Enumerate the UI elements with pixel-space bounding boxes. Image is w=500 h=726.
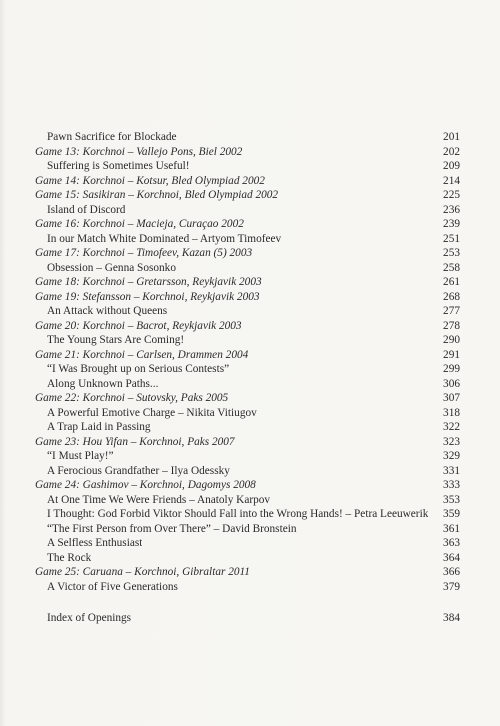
toc-entry-game [35, 435, 460, 450]
toc-entry-title: “I Must Play!” [47, 450, 114, 463]
toc-entry-page: 379 [443, 580, 460, 593]
toc-entry-page: 318 [443, 406, 460, 419]
toc-entry-page: 258 [443, 261, 460, 274]
toc-entry-page: 307 [443, 392, 460, 405]
toc-entry-page: 299 [443, 363, 460, 376]
toc-entry-page: 278 [443, 319, 460, 332]
toc-entry-article [35, 130, 460, 145]
toc-entry-title: Game 13: Korchnoi – Vallejo Pons, Biel 2002 [35, 145, 243, 158]
toc-entry-article [35, 377, 460, 392]
toc-entry-page: 268 [443, 290, 460, 303]
toc-entry-title: Game 18: Korchnoi – Gretarsson, Reykjavik 2003 [35, 276, 262, 289]
toc-entry-title: A Trap Laid in Passing [47, 421, 151, 434]
toc-entry-title: Game 17: Korchnoi – Timofeev, Kazan (5) 2003 [35, 247, 253, 260]
toc-entry-article [35, 449, 460, 464]
table-of-contents [35, 130, 460, 625]
toc-entry-title: A Selfless Enthusiast [47, 537, 143, 550]
toc-entry-title: Pawn Sacrifice for Blockade [47, 131, 177, 143]
toc-entry-game [35, 478, 460, 493]
toc-entry-page: 201 [443, 131, 460, 143]
toc-entry-game [35, 290, 460, 305]
toc-entry-title: Game 25: Caruana – Korchnoi, Gibraltar 2011 [35, 566, 250, 579]
toc-entry-game [35, 348, 460, 363]
toc-entry-game [35, 275, 460, 290]
toc-entry-page: 290 [443, 334, 460, 347]
toc-entry-title: Index of Openings [47, 611, 132, 624]
toc-entry-page: 306 [443, 377, 460, 390]
toc-entry-page: 225 [443, 189, 460, 202]
toc-entry-game [35, 145, 460, 160]
toc-entry-page: 353 [443, 493, 460, 506]
toc-entry-article [35, 406, 460, 421]
toc-entry-title: Game 20: Korchnoi – Bacrot, Reykjavik 2003 [35, 319, 242, 332]
toc-entry-page: 329 [443, 450, 460, 463]
toc-entry-title: Along Unknown Paths... [47, 377, 159, 390]
toc-entry-title: “I Was Brought up on Serious Contests” [47, 363, 230, 376]
toc-entry-title: A Victor of Five Generations [47, 580, 178, 593]
toc-entry-title: Island of Discord [47, 203, 126, 216]
toc-entry-page: 366 [443, 566, 460, 579]
toc-entry-page: 384 [443, 611, 460, 624]
toc-entry-title: Game 19: Stefansson – Korchnoi, Reykjavik 2003 [35, 290, 260, 303]
toc-entry-page: 253 [443, 247, 460, 260]
toc-entry-title: Game 21: Korchnoi – Carlsen, Drammen 2004 [35, 348, 249, 361]
toc-entry-page: 359 [443, 508, 460, 521]
toc-entry-page: 361 [443, 522, 460, 535]
toc-entry-page: 323 [443, 435, 460, 448]
toc-entry-article [35, 261, 460, 276]
toc-entry-article [35, 507, 460, 522]
toc-entry-game [35, 217, 460, 232]
toc-entry-title: Game 15: Sasikiran – Korchnoi, Bled Olympiad 2002 [35, 189, 279, 202]
toc-entry-game [35, 246, 460, 261]
toc-entry-title: In our Match White Dominated – Artyom Timofeev [47, 232, 282, 245]
toc-entry-page: 202 [443, 145, 460, 158]
toc-entry-title: A Powerful Emotive Charge – Nikita Vitiugov [47, 406, 257, 419]
toc-entry-page: 239 [443, 218, 460, 231]
toc-entry-article [35, 493, 460, 508]
toc-entry-page: 322 [443, 421, 460, 434]
toc-entry-article [35, 551, 460, 566]
toc-entry-title: Game 23: Hou Yifan – Korchnoi, Paks 2007 [35, 435, 235, 448]
toc-entry-title: Obsession – Genna Sosonko [47, 261, 176, 274]
section-gap [35, 595, 460, 611]
toc-entry-game [35, 319, 460, 334]
toc-entry-title: “The First Person from Over There” – David Bronstein [47, 522, 297, 535]
toc-entry-page: 251 [443, 232, 460, 245]
toc-entry-article [35, 464, 460, 479]
toc-entry-page: 331 [443, 464, 460, 477]
toc-entry-index [35, 611, 460, 626]
toc-entry-title: Suffering is Sometimes Useful! [47, 160, 190, 173]
toc-entry-article [35, 333, 460, 348]
toc-entry-title: An Attack without Queens [47, 305, 168, 318]
toc-entry-game [35, 188, 460, 203]
toc-entry-title: The Young Stars Are Coming! [47, 334, 185, 347]
toc-entry-game [35, 565, 460, 580]
toc-entry-page: 364 [443, 551, 460, 564]
toc-entry-game [35, 174, 460, 189]
toc-entry-article [35, 304, 460, 319]
toc-entries [35, 130, 460, 595]
toc-entry-page: 209 [443, 160, 460, 173]
toc-entry-article [35, 580, 460, 595]
toc-entry-page: 277 [443, 305, 460, 318]
toc-entry-article [35, 232, 460, 247]
toc-entry-article [35, 420, 460, 435]
toc-entry-page: 236 [443, 203, 460, 216]
toc-entry-game [35, 391, 460, 406]
toc-entry-page: 214 [443, 174, 460, 187]
toc-entry-page: 333 [443, 479, 460, 492]
toc-entry-page: 363 [443, 537, 460, 550]
toc-entry-title: Game 14: Korchnoi – Kotsur, Bled Olympiad 2002 [35, 174, 265, 187]
toc-entry-title: I Thought: God Forbid Viktor Should Fall into the Wrong Hands! – Petra Leeuwerik [47, 508, 429, 521]
toc-entry-page: 261 [443, 276, 460, 289]
toc-entry-article [35, 159, 460, 174]
toc-entry-title: Game 22: Korchnoi – Sutovsky, Paks 2005 [35, 392, 229, 405]
toc-entry-article [35, 362, 460, 377]
toc-entry-article [35, 203, 460, 218]
toc-entry-title: The Rock [47, 551, 92, 564]
toc-entry-title: A Ferocious Grandfather – Ilya Odessky [47, 464, 230, 477]
toc-entry-title: Game 16: Korchnoi – Macieja, Curaçao 2002 [35, 218, 244, 231]
toc-entry-title: Game 24: Gashimov – Korchnoi, Dagomys 2008 [35, 479, 256, 492]
toc-entry-page: 291 [443, 348, 460, 361]
toc-entry-article [35, 522, 460, 537]
toc-entry-title: At One Time We Were Friends – Anatoly Karpov [47, 493, 271, 506]
toc-entry-article [35, 536, 460, 551]
